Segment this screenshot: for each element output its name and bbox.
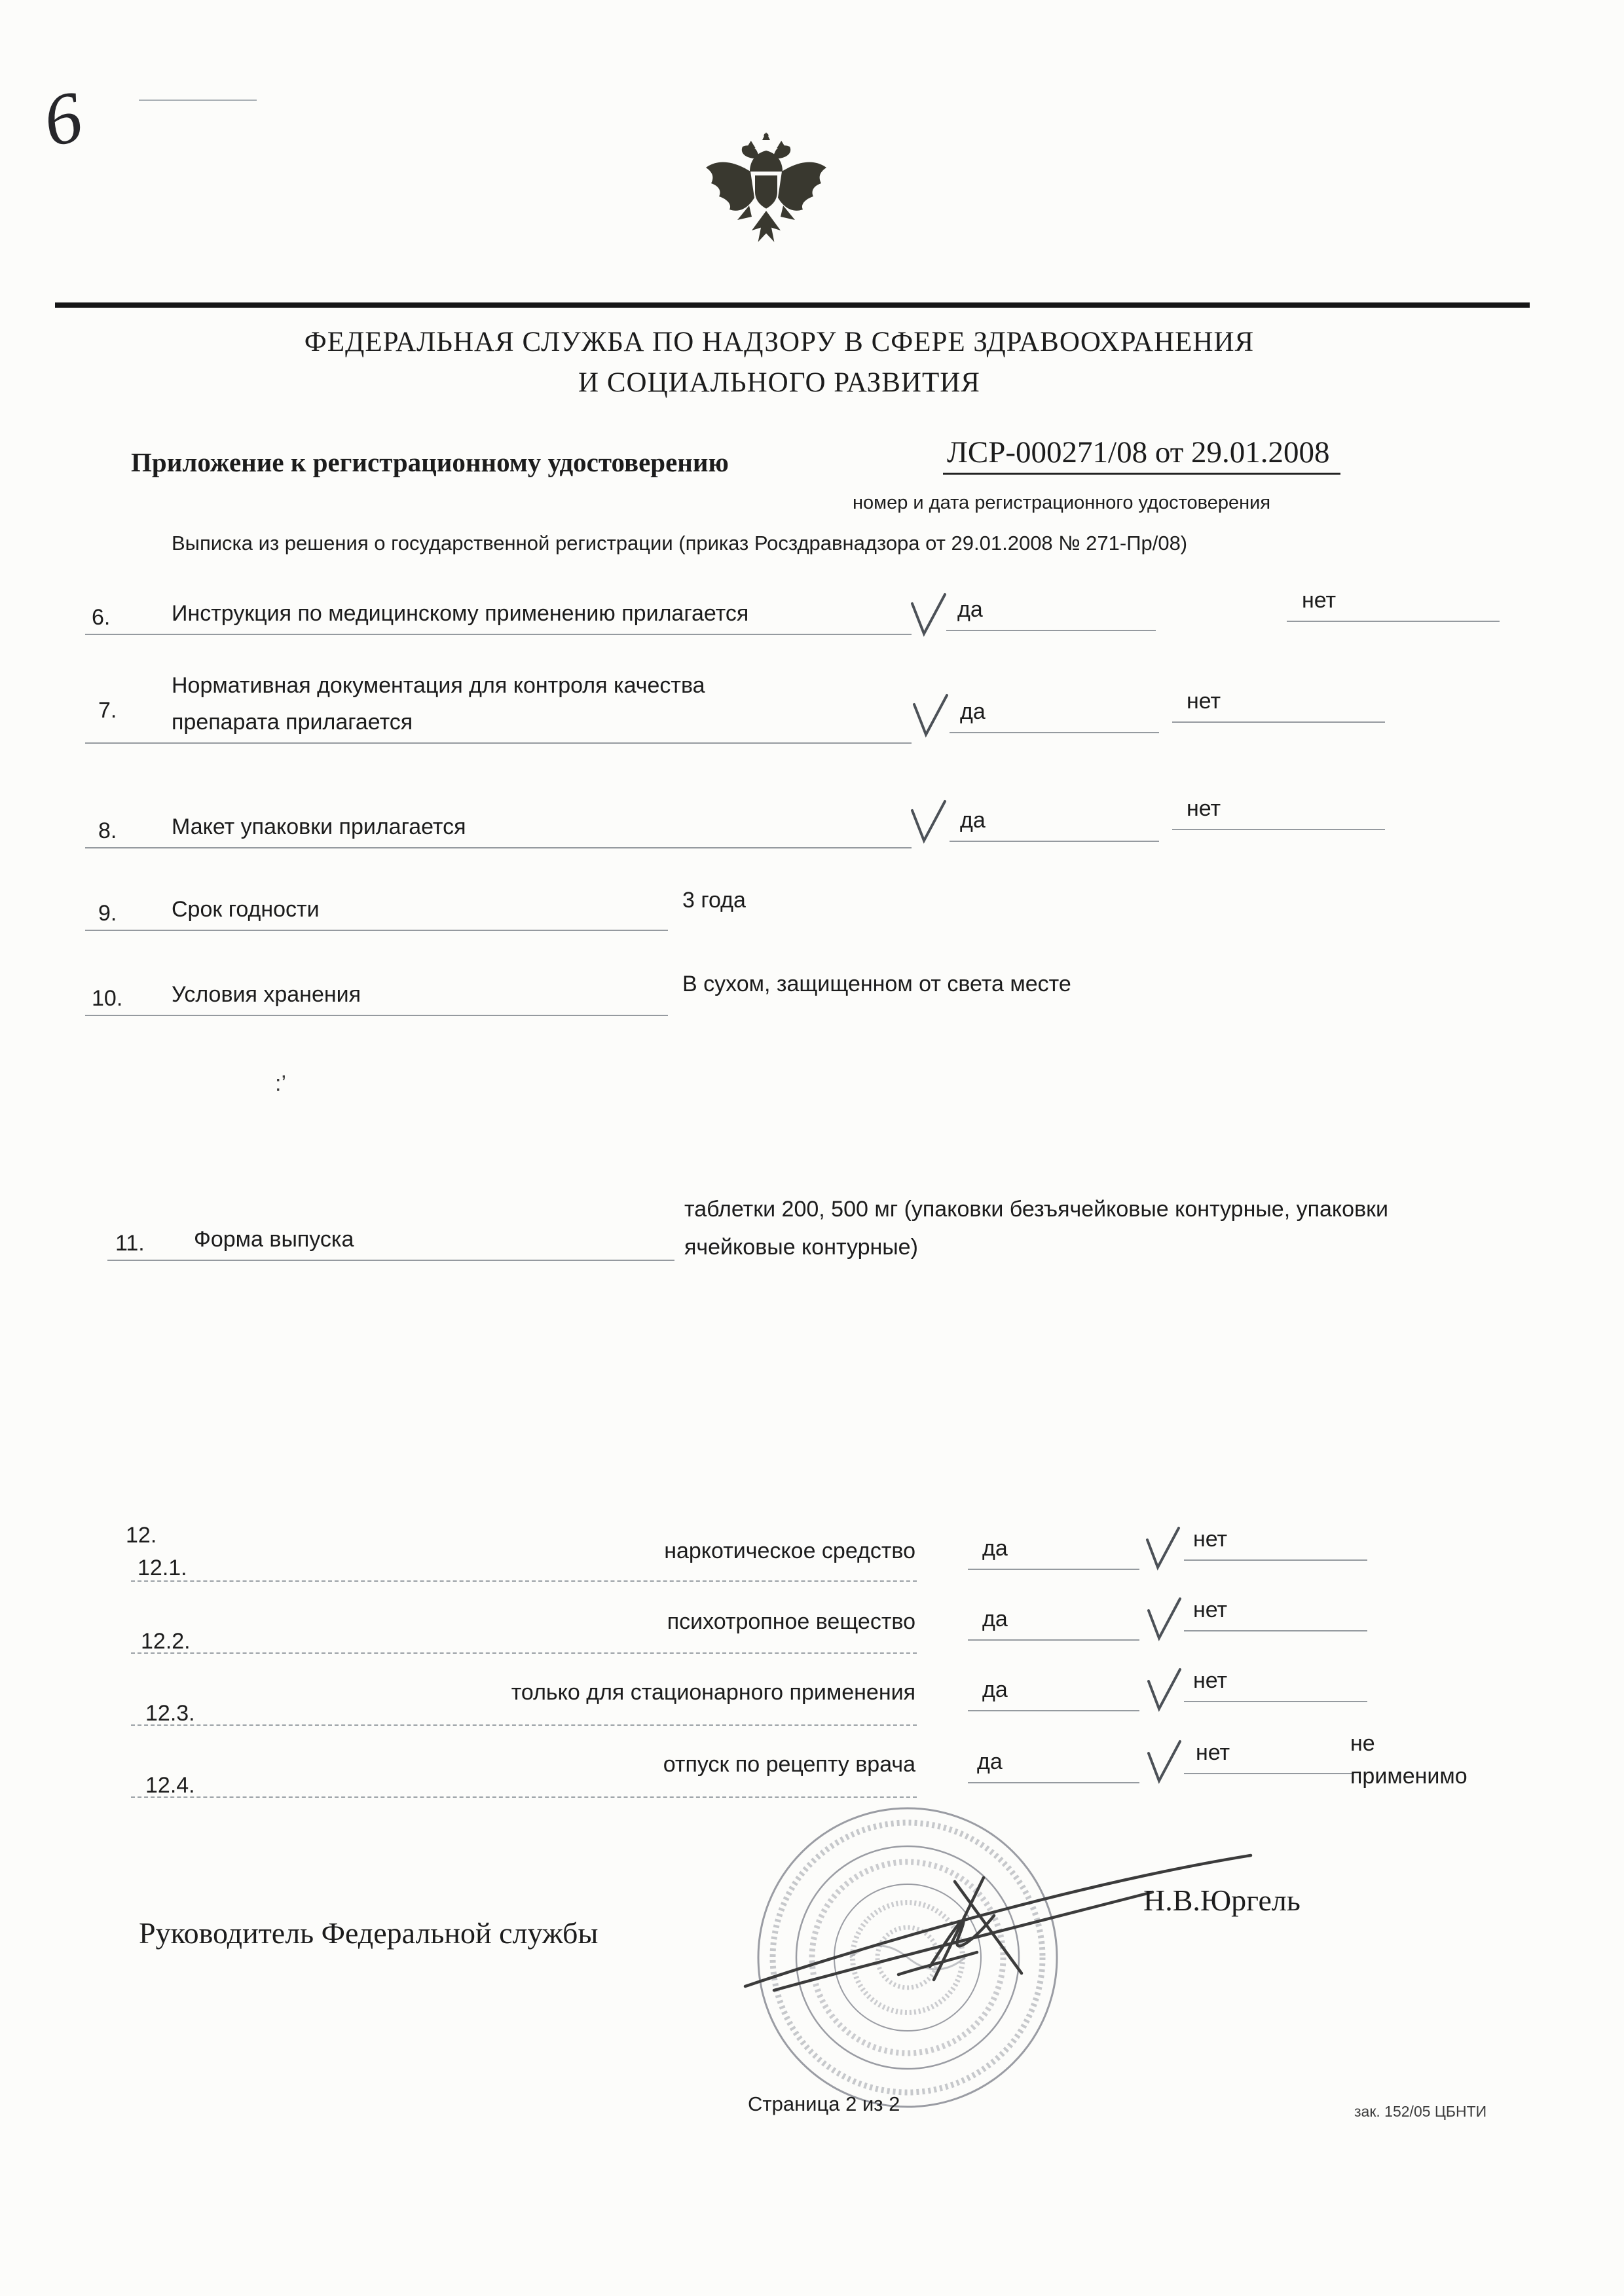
item6-line [85, 634, 912, 635]
item11-label: Форма выпуска [194, 1227, 354, 1252]
item7-yes-label: да [960, 699, 986, 724]
item7-no-label: нет [1187, 689, 1221, 714]
item8-label: Макет упаковки прилагается [172, 814, 466, 839]
item12-4-checkmark-icon [1145, 1739, 1183, 1786]
item12-3-yes-line [968, 1710, 1139, 1711]
item7-label-line2: препарата прилагается [172, 710, 413, 735]
item6-no-label: нет [1302, 588, 1337, 613]
item10-label: Условия хранения [172, 982, 361, 1007]
appendix-label: Приложение к регистрационному удостоверению [131, 447, 729, 477]
org-name-line2: И СОЦИАЛЬНОГО РАЗВИТИЯ [578, 367, 980, 398]
extract-line: Выписка из решения о государственной регистрации (приказ Росздравнадзора от 29.01.2008 № 271-Пр/08) [172, 532, 1188, 555]
org-name-line1: ФЕДЕРАЛЬНАЯ СЛУЖБА ПО НАДЗОРУ В СФЕРЕ ЗДРАВООХРАНЕНИЯ [304, 327, 1255, 357]
item12-2-checkmark-icon [1145, 1596, 1183, 1643]
item12-4-extra-line1: не [1350, 1731, 1375, 1756]
item6-label: Инструкция по медицинскому применению прилагается [172, 601, 749, 626]
handwritten-page-number: 6 [36, 75, 90, 163]
item6-yes-line [946, 630, 1156, 631]
item12-3-yes-label: да [982, 1677, 1008, 1702]
item12-4-number: 12.4. [145, 1773, 195, 1798]
reg-number-caption: номер и дата регистрационного удостоверения [853, 492, 1271, 513]
item7-yes-line [950, 732, 1159, 733]
coat-of-arms-icon [701, 131, 832, 254]
item8-yes-line [950, 841, 1159, 842]
item12-3-checkmark-icon [1145, 1667, 1183, 1714]
item12-3-line [131, 1724, 917, 1726]
item8-line [85, 847, 912, 848]
item6-number: 6. [92, 605, 111, 630]
item8-yes-label: да [960, 808, 986, 833]
item12-2-number: 12.2. [141, 1629, 191, 1654]
item11-value-line1: таблетки 200, 500 мг (упаковки безъячейковые контурные, упаковки [684, 1197, 1389, 1222]
item12-4-extra-line2: применимо [1350, 1764, 1467, 1789]
signer-role: Руководитель Федеральной службы [139, 1916, 599, 1950]
scan-mark-colon: :’ [275, 1071, 286, 1096]
item10-value: В сухом, защищенном от света месте [682, 972, 1071, 996]
item7-line [85, 742, 912, 744]
item9-line [85, 930, 668, 931]
signature-icon [733, 1844, 1264, 2020]
item12-1-checkmark-icon [1143, 1525, 1181, 1573]
item6-checkmark-icon [907, 591, 948, 639]
item12-1-yes-line [968, 1569, 1139, 1570]
item12-3-no-label: нет [1193, 1668, 1228, 1693]
item8-no-label: нет [1187, 796, 1221, 821]
item12-4-no-line [1184, 1773, 1354, 1774]
item12-2-line [131, 1652, 917, 1654]
scan-mark-line [139, 100, 257, 101]
item12-2-no-line [1184, 1630, 1367, 1631]
item12-number: 12. [126, 1523, 157, 1548]
item12-3-label: только для стационарного применения [511, 1680, 915, 1705]
signer-name: Н.В.Юргель [1143, 1884, 1301, 1917]
item7-number: 7. [98, 698, 117, 723]
item7-checkmark-icon [909, 691, 950, 740]
item12-1-no-line [1184, 1559, 1367, 1561]
item12-2-yes-label: да [982, 1607, 1008, 1631]
item7-no-line [1172, 721, 1385, 723]
item8-checkmark-icon [907, 797, 948, 846]
item12-1-number: 12.1. [138, 1556, 187, 1580]
header-rule [55, 302, 1530, 308]
item12-3-number: 12.3. [145, 1701, 195, 1726]
reg-number: ЛСР-000271/08 от 29.01.2008 [943, 435, 1340, 475]
item12-4-line [131, 1796, 917, 1798]
item8-number: 8. [98, 818, 117, 843]
item9-label: Срок годности [172, 897, 320, 922]
item11-line [107, 1260, 674, 1261]
item12-1-yes-label: да [982, 1536, 1008, 1561]
item8-no-line [1172, 829, 1385, 830]
item12-3-no-line [1184, 1701, 1367, 1702]
item6-yes-label: да [957, 597, 983, 622]
item9-value: 3 года [682, 888, 746, 913]
item12-1-no-label: нет [1193, 1527, 1228, 1552]
page-indicator: Страница 2 из 2 [748, 2092, 900, 2115]
item12-2-yes-line [968, 1639, 1139, 1641]
item12-1-label: наркотическое средство [664, 1539, 915, 1563]
item10-number: 10. [92, 986, 123, 1011]
item6-no-line [1287, 621, 1500, 622]
item11-value-line2: ячейковые контурные) [684, 1235, 918, 1260]
item12-1-line [131, 1580, 917, 1582]
item7-label-line1: Нормативная документация для контроля качества [172, 673, 705, 698]
item12-4-yes-line [968, 1782, 1139, 1783]
item10-line [85, 1015, 668, 1016]
item9-number: 9. [98, 901, 117, 926]
item12-4-yes-label: да [977, 1749, 1003, 1774]
item11-number: 11. [115, 1231, 145, 1256]
item12-4-label: отпуск по рецепту врача [663, 1752, 915, 1777]
item12-2-label: психотропное вещество [667, 1609, 915, 1634]
print-note: зак. 152/05 ЦБНТИ [1354, 2103, 1487, 2120]
item12-4-no-label: нет [1196, 1740, 1230, 1765]
item12-2-no-label: нет [1193, 1597, 1228, 1622]
